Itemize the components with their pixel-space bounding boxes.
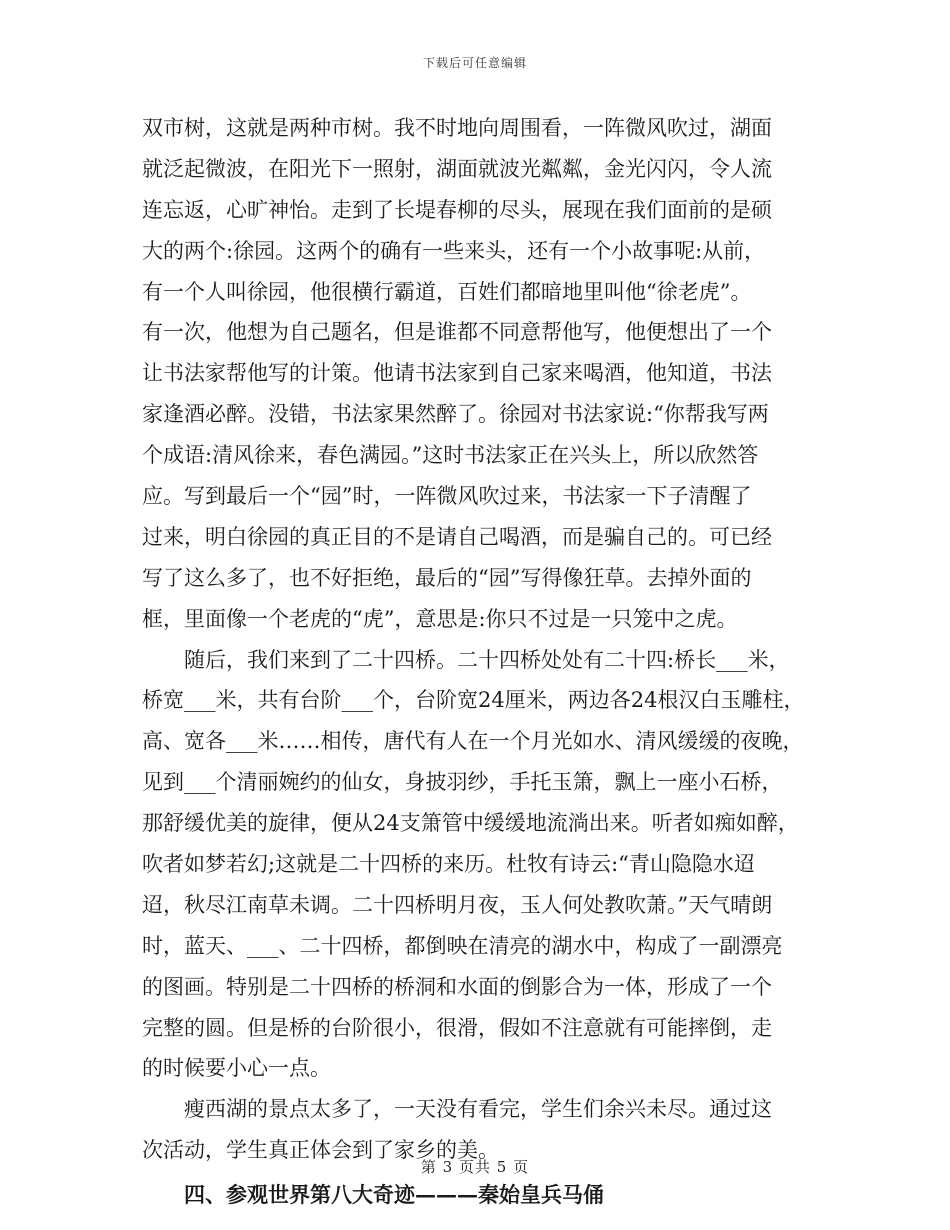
text-line: 就泛起微波，在阳光下一照射，湖面就波光粼粼，金光闪闪，令人流: [142, 156, 772, 181]
text-line: 大的两个:徐园。这两个的确有一些来头，还有一个小故事呢:从前，: [142, 238, 766, 263]
text-line: 迢，秋尽江南草未调。二十四桥明月夜，玉人何处教吹萧。”天气晴朗: [142, 892, 773, 917]
text-line: 见到___个清丽婉约的仙女，身披羽纱，手托玉箫，飘上一座小石桥，: [142, 770, 783, 795]
section-heading: 四、参观世界第八大奇迹———秦始皇兵马俑: [184, 1182, 604, 1208]
text-line: 桥宽___米，共有台阶___个，台阶宽24厘米，两边各24根汉白玉雕柱，: [142, 688, 805, 713]
text-line: 连忘返，心旷神怡。走到了长堤春柳的尽头，展现在我们面前的是硕: [142, 197, 772, 222]
text-line: 的图画。特别是二十四桥的桥洞和水面的倒影合为一体，形成了一个: [142, 974, 772, 999]
text-line: 个成语:清风徐来，春色满园。”这时书法家正在兴头上，所以欣然答: [142, 443, 759, 468]
text-line: 那舒缓优美的旋律，便从24支箫管中缓缓地流淌出来。听者如痴如醉，: [142, 811, 799, 836]
text-line: 有一个人叫徐园，他很横行霸道，百姓们都暗地里叫他“徐老虎”。: [142, 279, 752, 304]
text-line: 完整的圆。但是桥的台阶很小，很滑，假如不注意就有可能摔倒，走: [142, 1015, 772, 1040]
paragraph-start-line: 瘦西湖的景点太多了，一天没有看完，学生们余兴未尽。通过这: [184, 1097, 772, 1122]
paragraph-start-line: 随后，我们来到了二十四桥。二十四桥处处有二十四:桥长___米，: [184, 647, 790, 672]
text-line: 吹者如梦若幻;这就是二十四桥的来历。杜牧有诗云:“青山隐隐水迢: [142, 852, 755, 877]
document-body: [142, 108, 832, 1215]
text-line: 写了这么多了，也不好拒绝，最后的“园”写得像狂草。去掉外面的: [142, 565, 752, 590]
text-line: 的时候要小心一点。: [142, 1056, 331, 1081]
text-line: 次活动，学生真正体会到了家乡的美。: [142, 1138, 499, 1163]
page-header: 下载后可任意编辑: [422, 56, 527, 70]
text-line: 时，蓝天、___、二十四桥，都倒映在清亮的湖水中，构成了一副漂亮: [142, 933, 783, 958]
page-number: 第 3 页共 5 页: [420, 1158, 530, 1176]
text-line: 应。写到最后一个“园”时，一阵微风吹过来，书法家一下子清醒了: [142, 484, 752, 509]
text-line: 让书法家帮他写的计策。他请书法家到自己家来喝酒，他知道，书法: [142, 361, 772, 386]
text-line: 过来，明白徐园的真正目的不是请自己喝酒，而是骗自己的。可已经: [142, 524, 772, 549]
text-line: 框，里面像一个老虎的“虎”，意思是:你只不过是一只笼中之虎。: [142, 606, 738, 631]
text-line: 有一次，他想为自己题名，但是谁都不同意帮他写，他便想出了一个: [142, 320, 772, 345]
text-line: 高、宽各___米……相传，唐代有人在一个月光如水、清风缓缓的夜晚，: [142, 729, 804, 754]
text-line: 双市树，这就是两种市树。我不时地向周围看，一阵微风吹过，湖面: [142, 116, 772, 140]
text-line: 家逢酒必醉。没错，书法家果然醉了。徐园对书法家说:“你帮我写两: [142, 402, 769, 427]
